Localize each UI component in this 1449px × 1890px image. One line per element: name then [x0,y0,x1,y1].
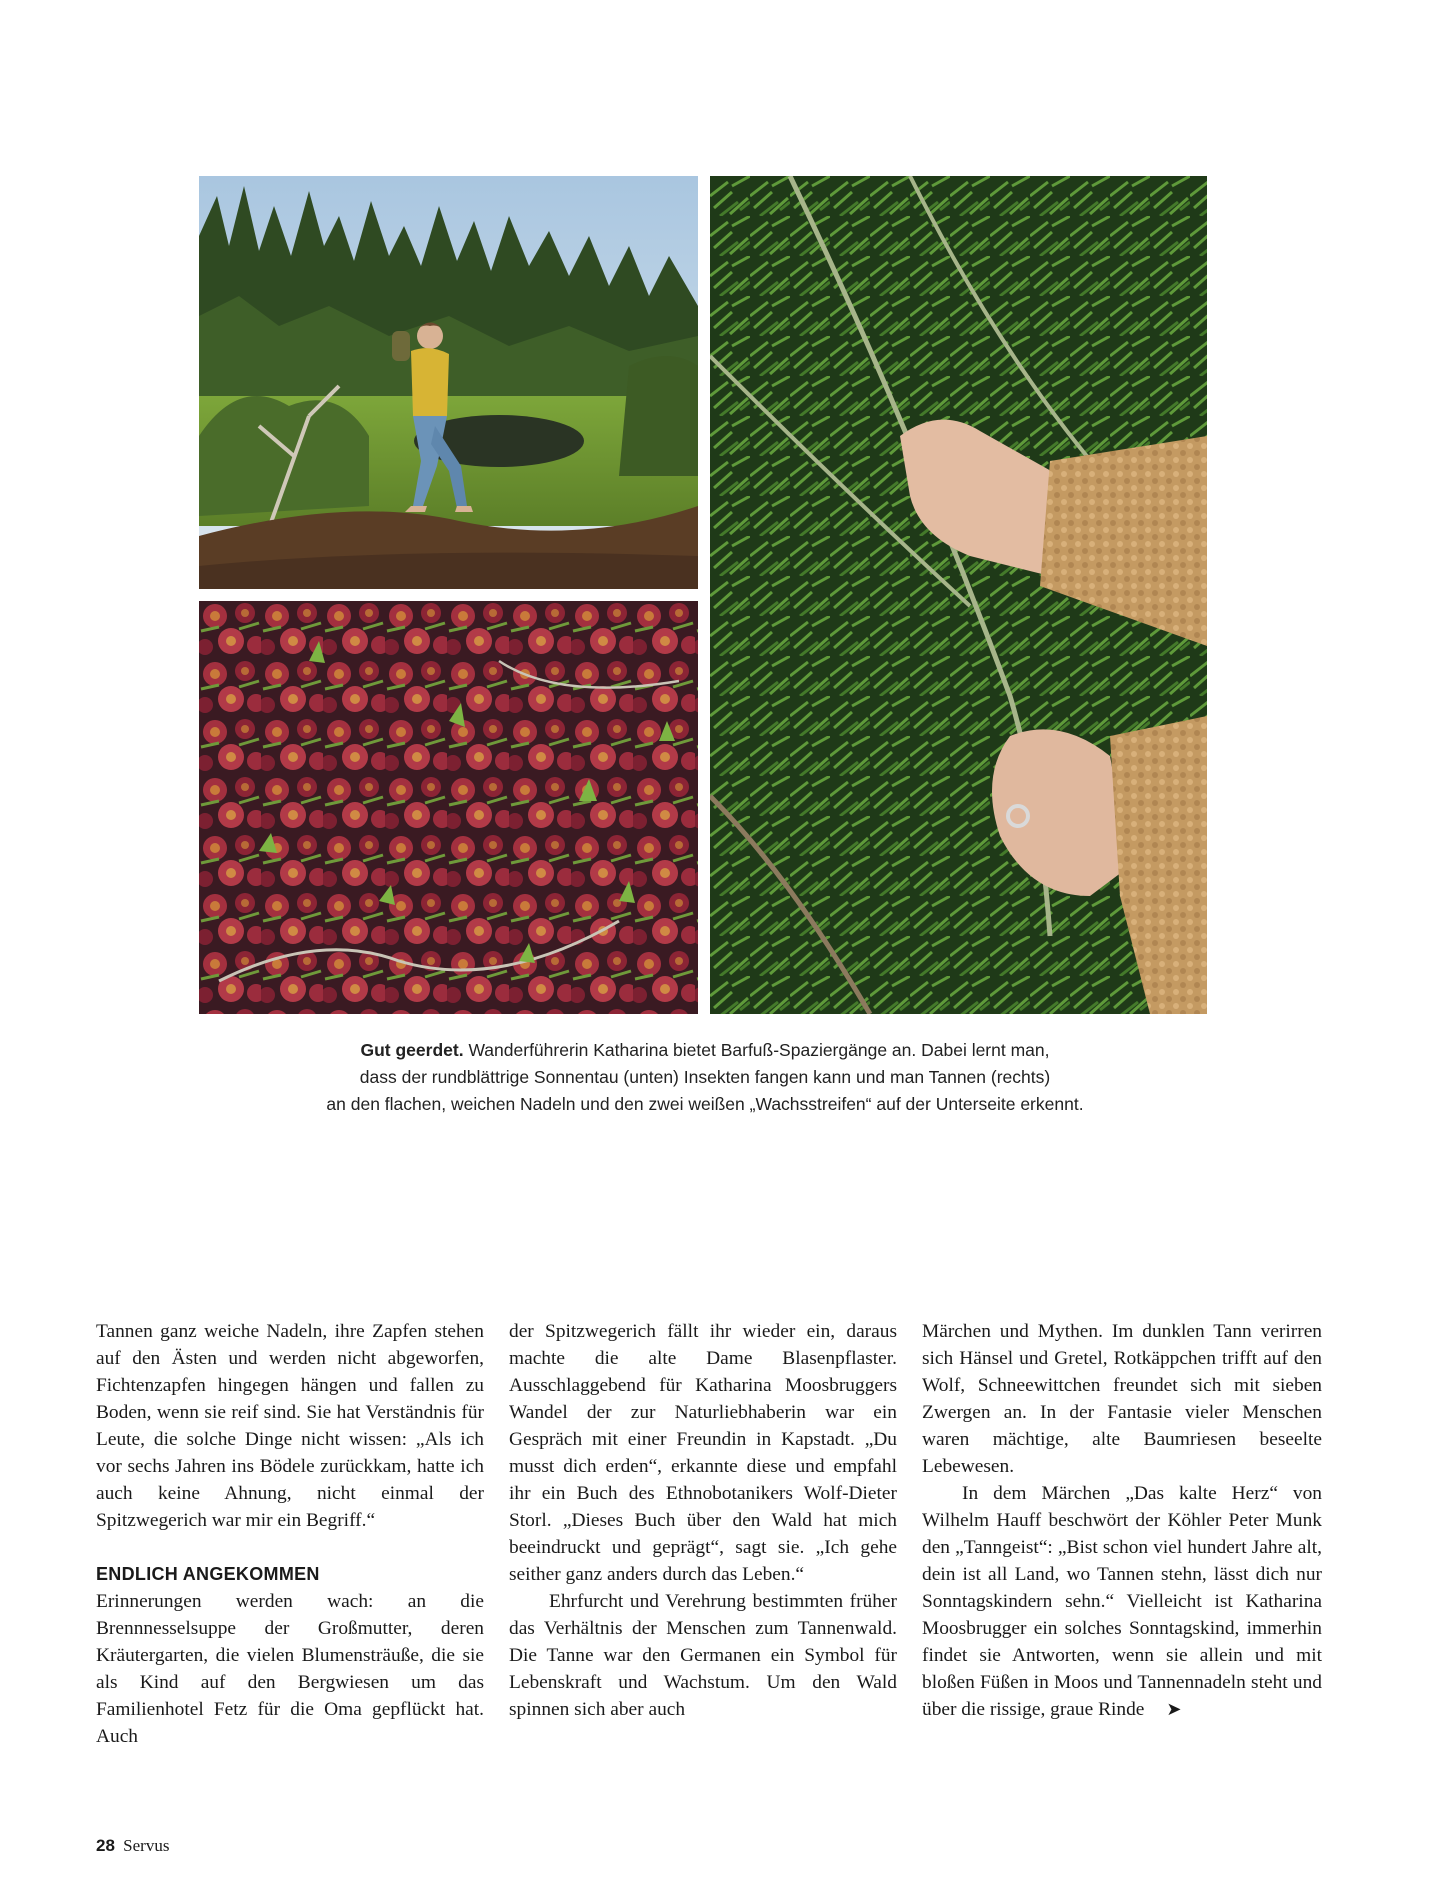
photo-caption [230,1037,1180,1118]
page-folio [96,1836,169,1856]
text-column-3 [922,1318,1322,1723]
paragraph: Erinnerungen werden wach: an die Brennnesselsuppe der Großmutter, deren Kräutergarten, die vielen Blumensträuße, die sie als Kind auf den Bergwiesen um das Familienhotel Fetz für die Oma gepflückt hat. Auch [96,1591,484,1747]
section-heading: ENDLICH ANGEKOMMEN [96,1564,320,1584]
caption-text-1: Wanderführerin Katharina bietet Barfuß-Spaziergänge an. Dabei lernt man, [468,1040,1050,1060]
fir-branch-hands-photo [710,176,1207,1014]
hiker-in-moor-photo [199,176,698,589]
paragraph-text: In dem Märchen „Das kalte Herz“ von Wilhelm Hauff beschwört der Köhler Peter Munk den „Tanngeist“: „Bist schon viel hundert Jahre alt, dein ist all Land, wo Tannen stehn, lässt dich nur Sonntagskindern sehn.“ Vielleicht ist Katharina Moosbrugger ein solches Sonntagskind, immerhin findet sie Antworten, wenn sie allein und mit bloßen Füßen in Moos und Tannennadeln steht und über die rissige, graue Rinde [922,1483,1322,1720]
paragraph: Ehrfurcht und Verehrung bestimmten früher das Verhältnis der Menschen zum Tannenwald. Die Tanne war den Germanen ein Symbol für Lebenskraft und Wachstum. Um den Wald spinnen sich aber auch [509,1591,897,1720]
sundew-plants-photo [199,601,698,1014]
continue-arrow-icon: ➤ [1166,1699,1182,1720]
caption-lead: Gut geerdet. [360,1040,464,1060]
paragraph: Tannen ganz weiche Nadeln, ihre Zapfen stehen auf den Ästen und werden nicht abgeworfen, Fichtenzapfen hingegen hängen und fallen zu Boden, wenn sie reif sind. Sie hat Verständnis für Leute, die solche Dinge nicht wissen: „Als ich vor sechs Jahren ins Bödele zurückkam, hatte ich auch keine Ahnung, nicht einmal der Spitzwegerich war mir ein Begriff.“ [96,1321,484,1531]
page-number: 28 [96,1836,115,1855]
text-column-1 [96,1318,484,1750]
caption-line-1 [230,1037,1180,1064]
paragraph: Märchen und Mythen. Im dunklen Tann verirren sich Hänsel und Gretel, Rotkäppchen trifft auf den Wolf, Schneewittchen freundet sich mit sieben Zwergen an. In der Fantasie vieler Menschen waren mächtige, alte Baumriesen beseelte Lebewesen. [922,1321,1322,1477]
paragraph [922,1480,1322,1723]
text-column-2 [509,1318,897,1723]
caption-line-3: an den flachen, weichen Nadeln und den zwei weißen „Wachsstreifen“ auf der Unterseite erkennt. [326,1094,1084,1114]
caption-line-2: dass der rundblättrige Sonnentau (unten) Insekten fangen kann und man Tannen (rechts) [359,1067,1051,1087]
magazine-name: Servus [123,1836,170,1855]
paragraph: der Spitzwegerich fällt ihr wieder ein, daraus machte die alte Dame Blasenpflaster. Ausschlaggebend für Katharina Moosbruggers Wandel der zur Naturliebhaberin war ein Gespräch mit einer Freundin in Kapstadt. „Du musst dich erden“, erkannte diese und empfahl ihr ein Buch des Ethnobotanikers Wolf-Dieter Storl. „Dieses Buch über den Wald hat mich beeindruckt und geprägt“, sagt sie. „Ich gehe seither ganz anders durch das Leben.“ [509,1321,897,1585]
